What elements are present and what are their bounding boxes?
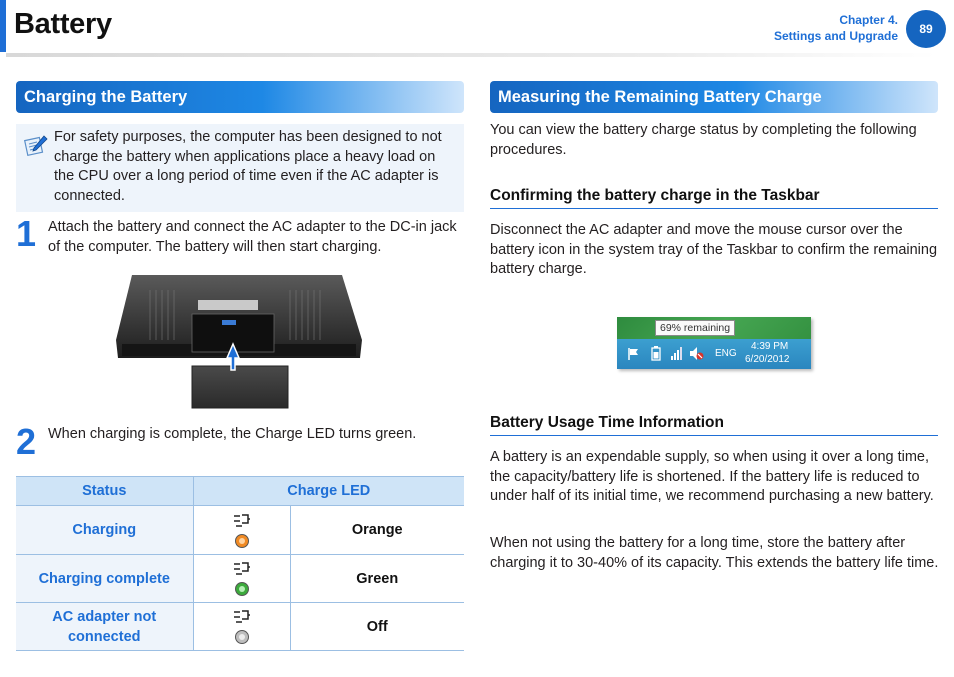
column-header-status: Status xyxy=(16,477,193,506)
step-number-2: 2 xyxy=(16,421,37,462)
volume-muted-icon[interactable] xyxy=(689,346,704,361)
charge-led-table xyxy=(16,476,464,651)
table-row xyxy=(16,603,464,651)
page-title: Battery xyxy=(14,8,112,40)
status-cell: Charging xyxy=(16,506,193,555)
clock-time[interactable]: 4:39 PM xyxy=(751,341,789,352)
charge-indicator-icon xyxy=(233,513,251,530)
section-heading-measuring: Measuring the Remaining Battery Charge xyxy=(490,81,938,113)
column-header-charge-led: Charge LED xyxy=(193,477,464,506)
subheading-usage-time: Battery Usage Time Information xyxy=(490,414,938,436)
step-text-1: Attach the battery and connect the AC adapter to the DC-in jack of the computer. The battery will then start charging. xyxy=(48,219,457,255)
header-divider xyxy=(6,53,936,57)
led-icon-cell xyxy=(193,555,290,603)
led-color-cell: Off xyxy=(290,603,464,651)
usage-paragraph-2: When not using the battery for a long time, store the battery after charging it to 30-40% of its capacity. This extends the battery life time. xyxy=(490,535,939,571)
table-row xyxy=(16,555,464,603)
clock-date[interactable]: 6/20/2012 xyxy=(745,354,790,365)
title-accent-bar xyxy=(0,0,6,52)
flag-icon xyxy=(627,347,641,361)
usage-paragraph-1: A battery is an expendable supply, so when using it over a long time, the capacity/battery life is shortened. If the battery life is reduced to under half of its initial time, we recommend purchasing a new battery. xyxy=(490,449,934,505)
chapter-number: Chapter 4. xyxy=(839,13,898,27)
charge-indicator-icon xyxy=(233,609,251,626)
led-color-cell: Orange xyxy=(290,506,464,555)
led-orange-icon xyxy=(234,533,250,549)
laptop-battery-illustration xyxy=(110,270,370,412)
step-text-2: When charging is complete, the Charge LED turns green. xyxy=(48,426,417,442)
section-heading-charging: Charging the Battery xyxy=(16,81,464,113)
led-green-icon xyxy=(234,581,250,597)
charge-indicator-icon xyxy=(233,561,251,578)
step-number-1: 1 xyxy=(16,213,37,254)
led-off-icon xyxy=(234,629,250,645)
language-indicator[interactable]: ENG xyxy=(715,348,737,359)
intro-paragraph: You can view the battery charge status by completing the following procedures. xyxy=(490,122,917,158)
chapter-name: Settings and Upgrade xyxy=(773,29,898,43)
network-signal-icon[interactable] xyxy=(671,347,683,360)
led-icon-cell xyxy=(193,506,290,555)
system-tray xyxy=(617,339,811,369)
led-color-cell: Green xyxy=(290,555,464,603)
taskbar-paragraph: Disconnect the AC adapter and move the mouse cursor over the battery icon in the system tray of the Taskbar to confirm the remaining battery charge. xyxy=(490,222,938,278)
taskbar-screenshot xyxy=(617,317,811,369)
battery-icon[interactable] xyxy=(651,346,661,361)
page-number-badge: 89 xyxy=(906,10,946,48)
status-cell: Charging complete xyxy=(16,555,193,603)
table-header-row xyxy=(16,477,464,506)
chapter-label xyxy=(774,12,898,44)
led-icon-cell xyxy=(193,603,290,651)
subheading-taskbar: Confirming the battery charge in the Taskbar xyxy=(490,187,938,209)
note-text: For safety purposes, the computer has been designed to not charge the battery when applications place a heavy load on the CPU over a long period of time even if the AC adapter is connected. xyxy=(54,129,442,204)
battery-tooltip: 69% remaining xyxy=(655,320,735,336)
pencil-note-icon xyxy=(24,134,48,158)
table-row xyxy=(16,506,464,555)
status-cell: AC adapter not connected xyxy=(16,603,193,651)
